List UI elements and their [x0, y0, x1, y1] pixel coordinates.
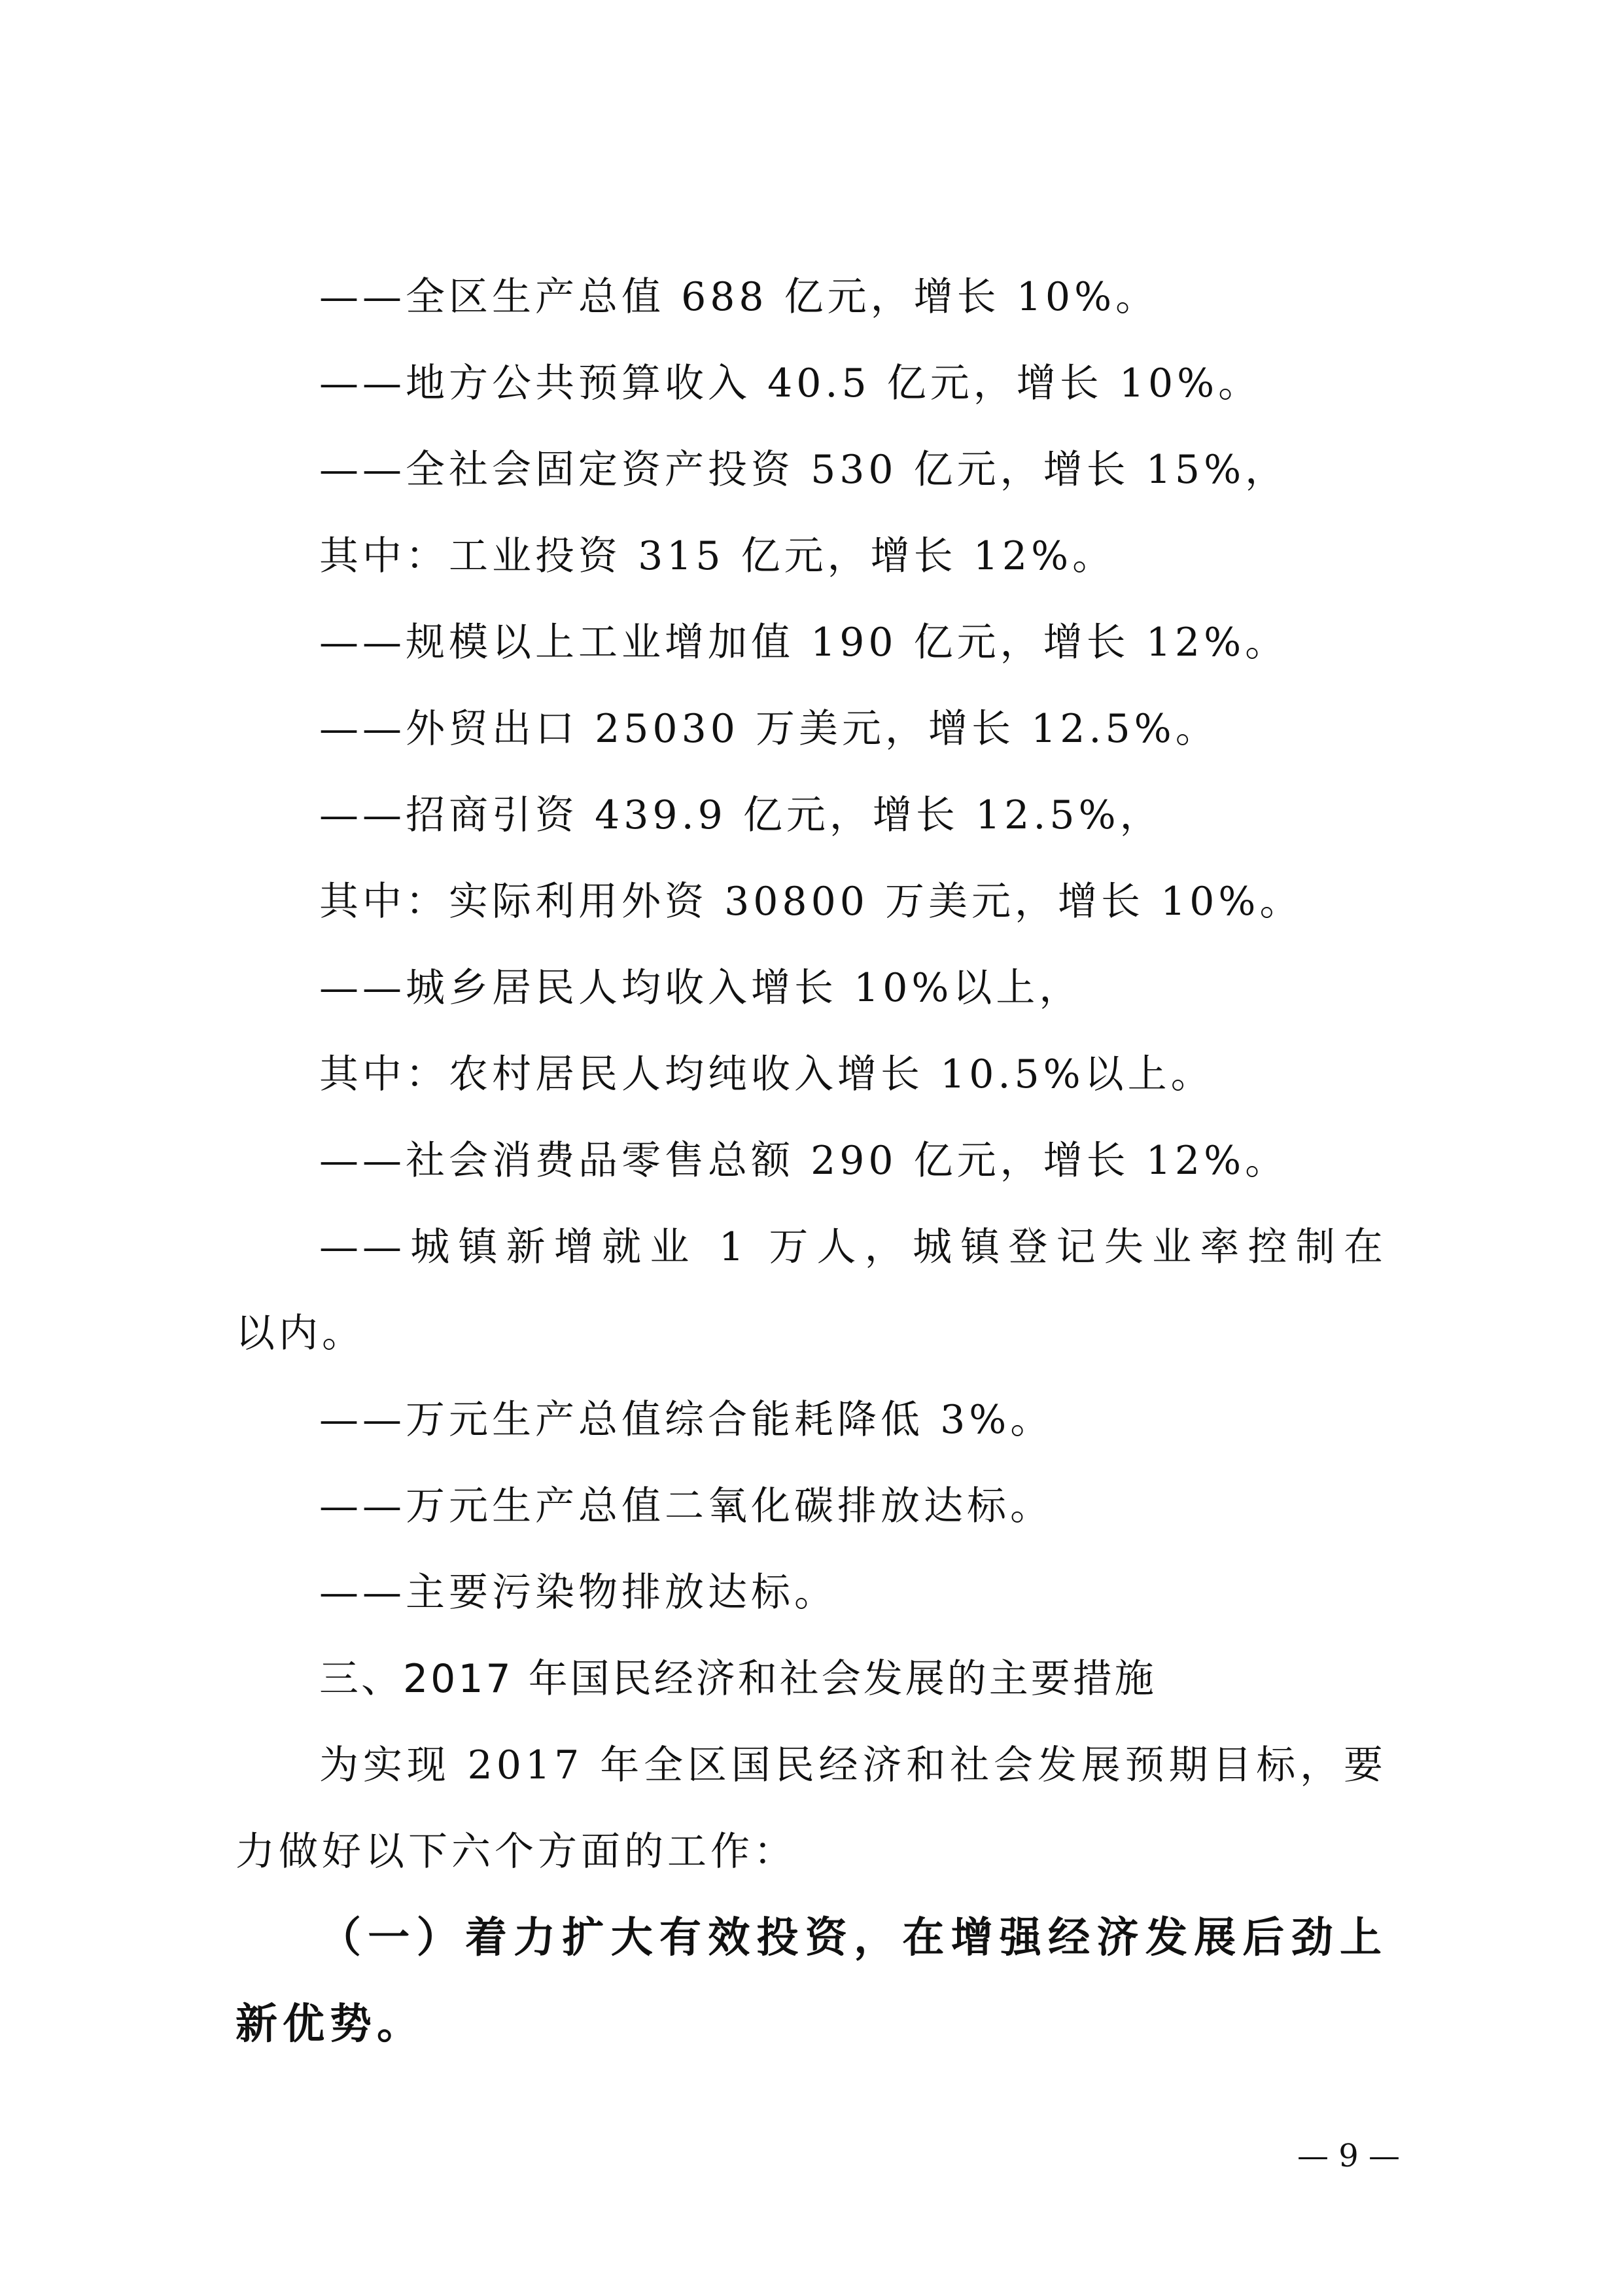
target-retail-sales: ——社会消费品零售总额 290 亿元，增长 12%。 [319, 1138, 1289, 1184]
page-number: — 9 — [1297, 2138, 1400, 2174]
target-pollutant-emission: ——主要污染物排放达标。 [319, 1570, 837, 1616]
target-resident-income: ——城乡居民人均收入增长 10%以上， [319, 965, 1083, 1011]
intro-paragraph-line-2: 力做好以下六个方面的工作： [236, 1829, 797, 1875]
subheading-line-1: （一）着力扩大有效投资，在增强经济发展后劲上 [319, 1913, 1387, 1962]
intro-paragraph-line-1: 为实现 2017 年全区国民经济和社会发展预期目标，要 [319, 1742, 1387, 1788]
target-foreign-capital: 其中：实际利用外资 30800 万美元，增长 10%。 [319, 879, 1303, 925]
page-body [236, 254, 1387, 2068]
target-investment-attraction: ——招商引资 439.9 亿元，增长 12.5%， [319, 792, 1163, 838]
target-industrial-value-added: ——规模以上工业增加值 190 亿元，增长 12%。 [319, 620, 1289, 665]
section-heading: 三、2017 年国民经济和社会发展的主要措施 [319, 1656, 1157, 1702]
target-employment: ——城镇新增就业 1 万人，城镇登记失业率控制在 [319, 1224, 1387, 1270]
target-carbon-emission: ——万元生产总值二氧化碳排放达标。 [319, 1483, 1053, 1529]
target-public-budget-revenue: ——地方公共预算收入 40.5 亿元，增长 10%。 [319, 361, 1262, 406]
target-industrial-investment: 其中：工业投资 315 亿元，增长 12%。 [319, 533, 1116, 579]
target-fixed-asset-investment: ——全社会固定资产投资 530 亿元，增长 15%， [319, 447, 1289, 493]
target-gdp: ——全区生产总值 688 亿元，增长 10%。 [319, 274, 1159, 320]
subheading-line-2: 新优势。 [236, 2000, 424, 2049]
target-rural-income: 其中：农村居民人均纯收入增长 10.5%以上。 [319, 1051, 1214, 1097]
target-energy-consumption: ——万元生产总值综合能耗降低 3%。 [319, 1397, 1054, 1443]
target-employment-continued: 以内。 [236, 1311, 365, 1356]
target-export: ——外贸出口 25030 万美元，增长 12.5%。 [319, 706, 1219, 752]
